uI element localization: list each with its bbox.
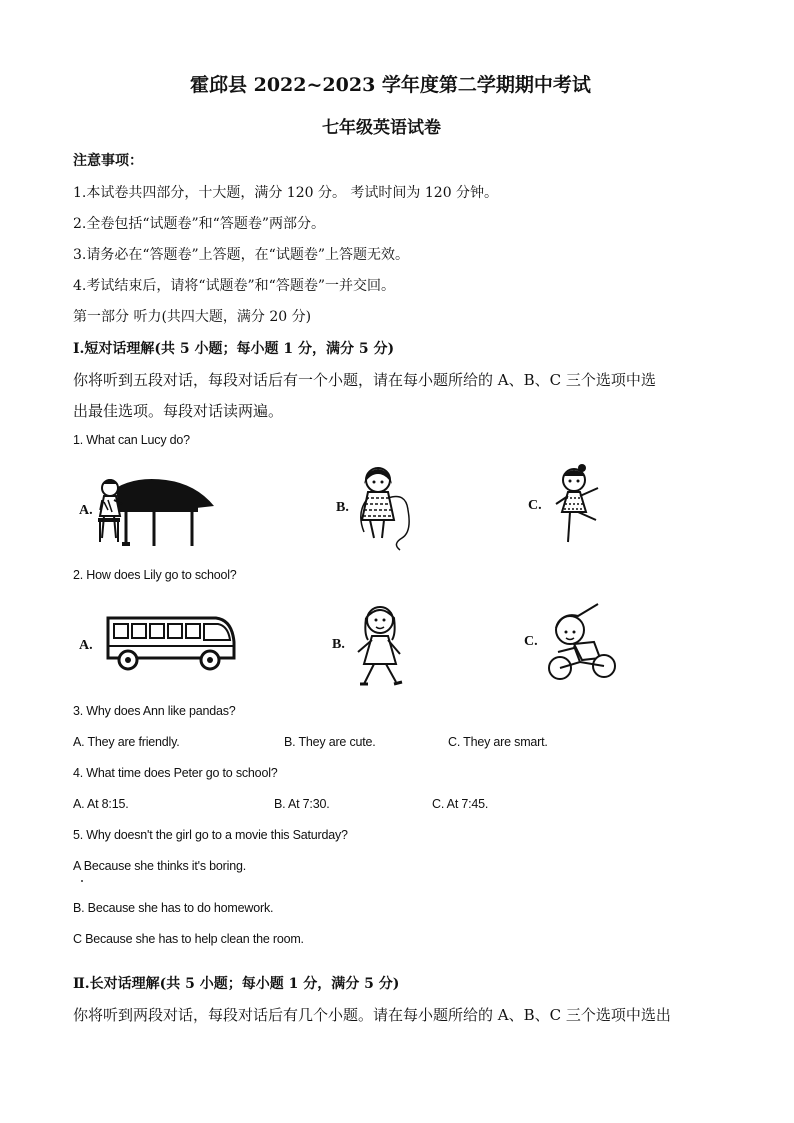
notice-item-1: 1.本试卷共四部分，十大题，满分 120 分。 考试时间为 120 分钟。: [73, 185, 499, 201]
question-5-stem: 5. Why doesn't the girl go to a movie this Saturday?: [73, 828, 348, 842]
q1-option-a-label: A.: [79, 503, 93, 518]
q3-option-c: C. They are smart.: [448, 735, 548, 749]
piano-player-icon: [96, 470, 216, 550]
q1-option-b-label: B.: [336, 500, 349, 515]
section1-instruction-2: 出最佳选项。每段对话读两遍。: [73, 402, 284, 420]
q4-option-a: A. At 8:15.: [73, 797, 129, 811]
exam-title: 霍邱县 2022~2023 学年度第二学期期中考试: [190, 74, 591, 96]
stray-dot: [81, 880, 83, 882]
section1-instruction-1: 你将听到五段对话，每段对话后有一个小题，请在每小题所给的 A、B、C 三个选项中选: [73, 371, 656, 389]
notice-item-3: 3.请务必在“答题卷”上答题，在“试题卷”上答题无效。: [73, 247, 409, 263]
part1-heading: 第一部分 听力(共四大题，满分 20 分): [73, 309, 312, 325]
q2-option-c-label: C.: [524, 634, 538, 649]
section1-heading: Ⅰ.短对话理解(共 5 小题；每小题 1 分，满分 5 分): [73, 341, 395, 357]
q3-option-b: B. They are cute.: [284, 735, 376, 749]
q5-option-c: C Because she has to help clean the room.: [73, 932, 304, 946]
notice-heading: 注意事项：: [73, 153, 143, 169]
section2-heading: Ⅱ.长对话理解(共 5 小题；每小题 1 分，满分 5 分): [73, 976, 400, 992]
jump-rope-girl-icon: [352, 462, 422, 552]
notice-item-2: 2.全卷包括“试题卷”和“答题卷”两部分。: [73, 216, 325, 232]
question-3-stem: 3. Why does Ann like pandas?: [73, 704, 236, 718]
q2-option-b-label: B.: [332, 637, 345, 652]
dancing-girl-icon: [548, 462, 604, 548]
exam-subtitle: 七年级英语试卷: [322, 118, 441, 138]
walking-girl-icon: [350, 600, 410, 690]
q4-option-c: C. At 7:45.: [432, 797, 489, 811]
question-4-stem: 4. What time does Peter go to school?: [73, 766, 278, 780]
q3-option-a: A. They are friendly.: [73, 735, 180, 749]
section2-instruction-1: 你将听到两段对话，每段对话后有几个小题。请在每小题所给的 A、B、C 三个选项中选出: [73, 1006, 671, 1024]
q2-option-a-label: A.: [79, 638, 93, 653]
question-1-stem: 1. What can Lucy do?: [73, 433, 190, 447]
q4-option-b: B. At 7:30.: [274, 797, 330, 811]
q1-option-c-label: C.: [528, 498, 542, 513]
q5-option-b: B. Because she has to do homework.: [73, 901, 274, 915]
bus-icon: [104, 612, 238, 676]
cycling-girl-icon: [544, 600, 620, 686]
question-2-stem: 2. How does Lily go to school?: [73, 568, 237, 582]
q5-option-a: A Because she thinks it's boring.: [73, 859, 246, 873]
notice-item-4: 4.考试结束后，请将“试题卷”和“答题卷”一并交回。: [73, 278, 395, 294]
